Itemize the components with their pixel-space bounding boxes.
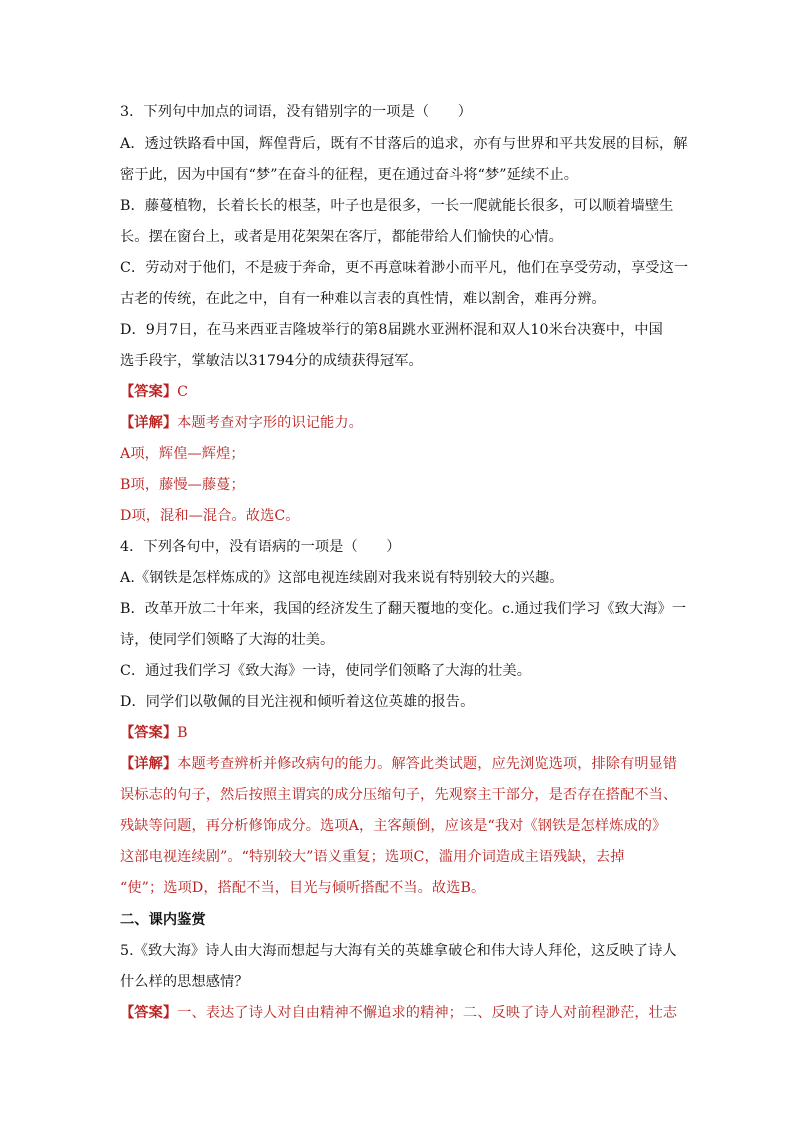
detail-text: 本题考查对字形的识记能力。	[177, 415, 363, 431]
answer-value: 一、表达了诗人对自由精神不懈追求的精神；二、反映了诗人对前程渺茫，壮志	[177, 1005, 678, 1021]
question-4-option-b: B．改革开放二十年来，我国的经济发生了翻天覆地的变化。c.通过我们学习《致大海》一	[120, 601, 687, 617]
question-3-option-a-cont: 密于此，因为中国有“梦”在奋斗的征程，更在通过奋斗将“梦”延续不止。	[120, 167, 579, 183]
question-3-option-b-cont: 长。摆在窗台上，或者是用花架架在客厅，都能带给人们愉快的心情。	[120, 229, 563, 245]
answer-3	[120, 382, 680, 402]
detail-4	[120, 754, 680, 774]
detail-3	[120, 413, 680, 433]
detail-3-item-a: A项，辉偟—辉煌；	[120, 446, 245, 462]
detail-4-cont-2: 残缺等问题，再分析修饰成分。选项A，主客颠倒，应该是“我对《钢铁是怎样炼成的》	[120, 818, 667, 834]
question-3-stem: 3．下列句中加点的词语，没有错别字的一项是（ ）	[120, 104, 473, 120]
question-4-option-c: C．通过我们学习《致大海》一诗，使同学们领略了大海的壮美。	[120, 663, 532, 679]
detail-4-cont-1: 误标志的句子，然后按照主谓宾的成分压缩句子，先观察主干部分，是否存在搭配不当、	[120, 787, 678, 803]
question-3-option-d-cont: 选手段宇，掌敏洁以31794分的成绩获得冠军。	[120, 353, 423, 369]
question-3-option-c: C．劳动对于他们，不是疲于奔命，更不再意味着渺小而平凡，他们在享受劳动，享受这一	[120, 260, 689, 276]
detail-4-cont-4: “使”；选项D，搭配不当，目光与倾听搭配不当。故选B。	[120, 880, 486, 896]
question-5-stem-cont: 什么样的思想感情？	[120, 974, 249, 990]
question-3-option-a: A．透过铁路看中国，辉偟背后，既有不甘落后的追求，亦有与世界和平共发展的目标，解	[120, 136, 688, 152]
section-heading: 二、课内鉴赏	[120, 912, 206, 928]
detail-3-item-b: B项，藤慢—藤蔓；	[120, 477, 245, 493]
detail-tag: 【详解】	[120, 756, 178, 772]
detail-text: 本题考查辨析并修改病句的能力。解答此类试题，应先浏览选项，排除有明显错	[177, 756, 678, 772]
detail-3-item-d: D项，混和—混合。故选C。	[120, 508, 300, 524]
detail-4-cont-3: 这部电视连续剧”。“特别较大”语义重复；选项C，滥用介词造成主语残缺，去掉	[120, 849, 625, 865]
answer-value: B	[177, 725, 188, 741]
question-4-option-b-cont: 诗，使同学们领略了大海的壮美。	[120, 632, 335, 648]
question-3-option-c-cont: 古老的传统，在此之中，自有一种难以言表的真性情，难以割舍，难再分辨。	[120, 291, 606, 307]
answer-value: C	[177, 384, 189, 400]
detail-tag: 【详解】	[120, 415, 178, 431]
answer-tag: 【答案】	[120, 725, 178, 741]
answer-5	[120, 1003, 680, 1023]
question-4-option-a: A.《钢铁是怎样炼成的》这部电视连续剧对我来说有特别较大的兴趣。	[120, 570, 564, 586]
question-3-option-d: D．9月7日，在马来西亚吉隆坡举行的第8届跳水亚洲杯混和双人10米台决赛中，中国	[120, 322, 663, 338]
answer-4	[120, 723, 680, 743]
answer-tag: 【答案】	[120, 1005, 178, 1021]
answer-tag: 【答案】	[120, 384, 178, 400]
question-3-option-b: B．藤蔓植物，长着长长的根茎，叶子也是很多，一长一爬就能长很多，可以顺着墙壁生	[120, 198, 674, 214]
question-4-option-d: D．同学们以敬佩的目光注视和倾听着这位英雄的报告。	[120, 694, 475, 710]
question-5-stem: 5.《致大海》诗人由大海而想起与大海有关的英雄拿破仑和伟大诗人拜伦，这反映了诗人	[120, 943, 677, 959]
question-4-stem: 4．下列各句中，没有语病的一项是（ ）	[120, 539, 401, 555]
